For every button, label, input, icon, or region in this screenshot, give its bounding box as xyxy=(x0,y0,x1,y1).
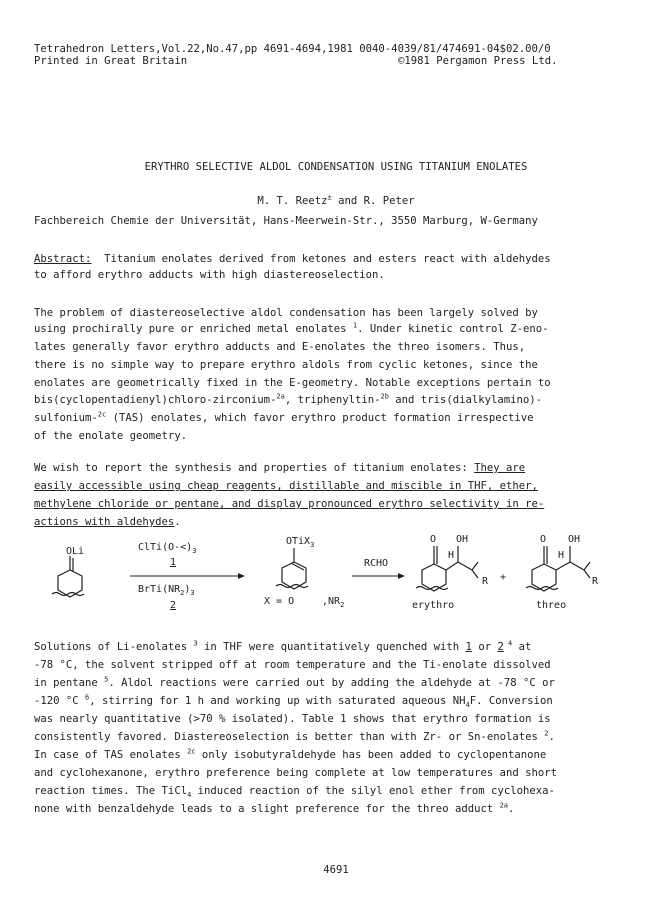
reagent-1-number: 1 xyxy=(170,557,177,568)
p1-line xyxy=(34,393,542,407)
p1-text: . Under kinetic control Z-eno- xyxy=(357,323,549,335)
ref-sup: 2 xyxy=(544,729,549,738)
p3-text: . xyxy=(508,803,515,815)
subscript: 4 xyxy=(187,791,192,800)
product2-o: O xyxy=(540,534,547,545)
p3-line: -78 °C, the solvent stripped off at room temperature and the Ti-enolate dissolved xyxy=(34,659,551,671)
ref-sup: 6 xyxy=(85,693,90,702)
authors xyxy=(0,194,672,208)
p3-text: or xyxy=(471,641,498,653)
product2-r: R xyxy=(592,576,599,587)
rcho-reagent: RCHO xyxy=(364,558,389,569)
p3-text: F. Conversion xyxy=(469,695,553,707)
p3-line xyxy=(34,748,546,762)
p1-line xyxy=(34,322,548,336)
ref-sup: 1 xyxy=(352,321,358,330)
author-first: M. T. Reetz xyxy=(257,195,328,207)
p3-text: at xyxy=(512,641,532,653)
p1-text: and tris(dialkylamino)- xyxy=(388,394,542,406)
reagent-2-number: 2 xyxy=(170,600,177,611)
compound-number: 1 xyxy=(465,641,472,653)
affiliation: Fachbereich Chemie der Universität, Hans-Meerwein-Str., 3550 Marburg, W-Germany xyxy=(34,215,538,227)
p3-text: Solutions of Li-enolates xyxy=(34,641,194,653)
ref-sup: 2b xyxy=(380,392,389,401)
p3-text: . xyxy=(548,731,555,743)
ref-sup: 3 xyxy=(193,639,198,648)
product1-h: H xyxy=(448,550,455,561)
subscript: 4 xyxy=(465,701,470,710)
ref-sup: 2a xyxy=(499,801,509,810)
abstract-text-1: Titanium enolates derived from ketones and esters react with aldehydes xyxy=(104,253,551,265)
product2-h: H xyxy=(558,550,565,561)
p3-text: consistently favored. Diastereoselection is better than with Zr- or Sn-enolates xyxy=(34,731,545,743)
p3-text: reaction times. The TiCl xyxy=(34,785,188,797)
header-line-2 xyxy=(34,54,187,68)
plus-sign: + xyxy=(500,572,507,583)
p3-text: In case of TAS enolates xyxy=(34,749,188,761)
p3-text: none with benzaldehyde leads to a slight preference for the threo adduct xyxy=(34,803,500,815)
enolate-label: OTiX$_3$ xyxy=(286,536,315,549)
x-definition: X = O xyxy=(264,596,295,607)
p3-text: , stirring for 1 h and working up with saturated aqueous NH xyxy=(89,695,466,707)
p1-line: The problem of diastereoselective aldol condensation has been largely solved by xyxy=(34,307,538,319)
erythro-structure xyxy=(416,546,478,591)
page-number: 4691 xyxy=(323,864,349,876)
p2-line xyxy=(34,461,525,475)
p2-line xyxy=(34,515,181,529)
p2-underlined: They are xyxy=(474,462,526,474)
product1-o: O xyxy=(430,534,437,545)
reagent-1: $ClTi(O-<)_3$ xyxy=(138,542,197,555)
p3-line: was nearly quantitative (>70 % isolated). Table 1 shows that erythro formation is xyxy=(34,713,551,725)
p1-text: , triphenyltin- xyxy=(284,394,381,406)
p2-text: We wish to report the synthesis and properties of titanium enolates: xyxy=(34,462,475,474)
p3-text: only isobutyraldehyde has been added to cyclopentanone xyxy=(195,749,547,761)
p3-line xyxy=(34,694,553,708)
p3-line xyxy=(34,676,555,690)
product1-oh: OH xyxy=(456,534,469,545)
p1-line: there is no simple way to prepare erythro aldols from cyclic ketones, since the xyxy=(34,359,538,371)
p3-line: and cyclohexanone, erythro preference being complete at low temperatures and short xyxy=(34,767,557,779)
p3-line xyxy=(34,730,555,744)
abstract-label: Abstract: xyxy=(34,253,92,265)
copyright: ©1981 Pergamon Press Ltd. xyxy=(398,55,558,67)
p3-text: . Aldol reactions were carried out by adding the aldehyde at -78 °C or xyxy=(108,677,555,689)
reactant-label: OLi xyxy=(66,546,85,557)
issn: 0040-4039/81/474691-04$02.00/0 xyxy=(359,43,551,55)
ref-sup: 5 xyxy=(104,675,109,684)
ti-enolate-structure xyxy=(276,548,308,589)
abstract-line-2: to afford erythro adducts with high diastereoselection. xyxy=(34,269,385,281)
p1-line: of the enolate geometry. xyxy=(34,430,188,442)
product-erythro: erythro xyxy=(412,600,455,611)
p3-text: in THF were quantitatively quenched with xyxy=(197,641,466,653)
product1-r: R xyxy=(482,576,489,587)
li-enolate-structure xyxy=(52,556,84,597)
ref-sup: 2c xyxy=(187,747,196,756)
ref-sup: 2a xyxy=(276,392,285,401)
compound-number: 2 xyxy=(497,641,504,653)
p3-line xyxy=(34,802,514,816)
p3-line xyxy=(34,784,555,798)
p3-line xyxy=(34,640,531,654)
arrow-head-2 xyxy=(398,573,405,579)
p1-line: lates generally favor erythro adducts and E-enolates the threo isomers. Thus, xyxy=(34,341,526,353)
reaction-scheme xyxy=(30,532,640,618)
p1-line: enolates are geometrically fixed in the E-geometry. Notable exceptions pertain to xyxy=(34,377,551,389)
product-threo: threo xyxy=(536,600,567,611)
p2-line: easily accessible using cheap reagents, distillable and miscible in THF, ether, xyxy=(34,480,538,492)
ref-sup: 2c xyxy=(97,410,107,419)
citation: Tetrahedron Letters,Vol.22,No.47,pp 4691-4694,1981 xyxy=(34,43,353,55)
x-definition-2: $,NR_2$ xyxy=(322,596,345,609)
p1-text: using prochirally pure or enriched metal enolates xyxy=(34,323,353,335)
arrow-head-1 xyxy=(238,573,245,579)
author-mark: ± xyxy=(327,193,332,202)
product2-oh: OH xyxy=(568,534,581,545)
p1-line xyxy=(34,411,534,425)
author-rest: and R. Peter xyxy=(331,195,415,207)
printed-in: Printed in Great Britain xyxy=(34,55,188,67)
p1-text: bis(cyclopentadienyl)chloro-zirconium- xyxy=(34,394,277,406)
p3-text: induced reaction of the silyl enol ether from cyclohexa- xyxy=(191,785,555,797)
p2-text: . xyxy=(174,516,181,528)
abstract-line-1 xyxy=(34,252,551,266)
paper-title: ERYTHRO SELECTIVE ALDOL CONDENSATION USING TITANIUM ENOLATES xyxy=(144,161,528,173)
p1-text: sulfonium- xyxy=(34,412,98,424)
p3-text: in pentane xyxy=(34,677,105,689)
p1-text: (TAS) enolates, which favor erythro product formation irrespective xyxy=(106,412,534,424)
p2-line: methylene chloride or pentane, and display pronounced erythro selectivity in re- xyxy=(34,498,545,510)
p2-underlined: actions with aldehydes xyxy=(34,516,175,528)
ref-sup: 4 xyxy=(503,639,513,648)
reagent-2: $BrTi(NR_2)_3$ xyxy=(138,584,195,597)
p3-text: -120 °C xyxy=(34,695,86,707)
